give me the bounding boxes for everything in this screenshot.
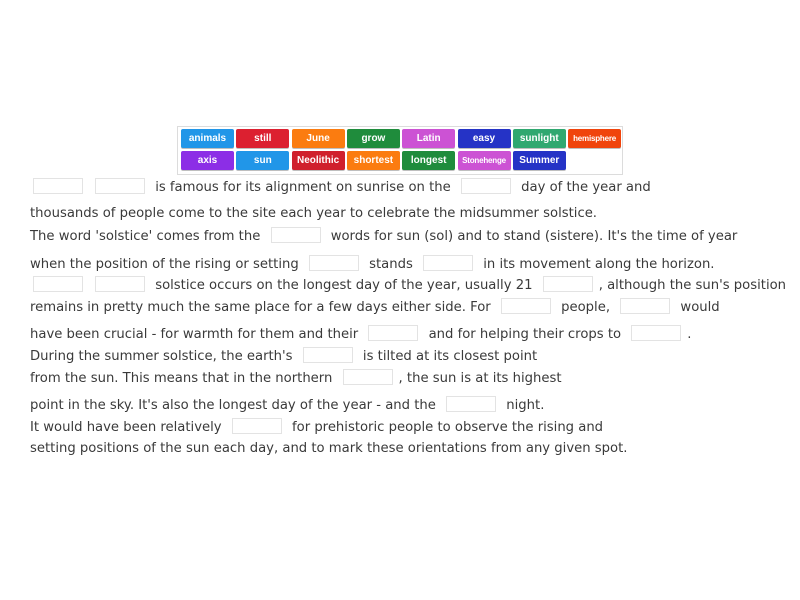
answer-blank-10[interactable]	[501, 298, 551, 314]
passage-text: point in the sky. It's also the longest day of the year - and the	[30, 398, 441, 413]
word-tile-shortest[interactable]: shortest	[347, 151, 400, 170]
passage-line	[30, 299, 720, 315]
word-tile-grow[interactable]: grow	[347, 129, 400, 148]
passage-line	[30, 348, 537, 364]
passage-line	[30, 441, 627, 456]
word-tile-june[interactable]: June	[292, 129, 345, 148]
passage-text: stands	[364, 257, 418, 272]
passage-text: It would have been relatively	[30, 420, 226, 435]
word-tile-sun[interactable]: sun	[236, 151, 289, 170]
word-bank	[177, 126, 623, 175]
passage-text: During the summer solstice, the earth's	[30, 349, 297, 364]
word-tile-stonehenge[interactable]: Stonehenge	[458, 151, 511, 170]
answer-blank-3[interactable]	[33, 178, 83, 194]
word-tile-longest[interactable]: longest	[402, 151, 455, 170]
answer-blank-8[interactable]	[543, 276, 593, 292]
word-tile-animals[interactable]: animals	[181, 129, 234, 148]
passage-text: , although the sun's position	[598, 278, 787, 293]
passage-line	[30, 228, 737, 244]
passage-line	[33, 277, 786, 293]
passage-text: is famous for its alignment on sunrise on the	[151, 180, 455, 195]
passage-text: in its movement along the horizon.	[479, 257, 715, 272]
passage-text: remains in pretty much the same place for a few days either side. For	[30, 300, 495, 315]
passage-text: night.	[502, 398, 545, 413]
passage-line	[30, 370, 562, 386]
word-tile-latin[interactable]: Latin	[402, 129, 455, 148]
answer-blank-16[interactable]	[446, 396, 496, 412]
passage-line	[30, 206, 597, 221]
answer-blank-17[interactable]	[232, 418, 282, 434]
passage-text: The word 'solstice' comes from the	[30, 229, 265, 244]
answer-blank-1[interactable]	[95, 178, 145, 194]
passage-line	[30, 397, 544, 413]
word-tile-still[interactable]: still	[236, 129, 289, 148]
word-tile-easy[interactable]: easy	[458, 129, 511, 148]
word-tile-summer[interactable]: Summer	[513, 151, 566, 170]
passage-text: is tilted at its closest point	[358, 349, 538, 364]
passage-text: from the sun. This means that in the northern	[30, 371, 337, 386]
passage-text: would	[676, 300, 720, 315]
answer-blank-6[interactable]	[423, 255, 473, 271]
answer-blank-11[interactable]	[620, 298, 670, 314]
passage-line	[30, 326, 691, 342]
answer-blank-4[interactable]	[271, 227, 321, 243]
passage-text: , the sun is at its highest	[398, 371, 562, 386]
answer-blank-2[interactable]	[461, 178, 511, 194]
passage-text: setting positions of the sun each day, and to mark these orientations from any given spot.	[30, 441, 628, 456]
answer-blank-15[interactable]	[343, 369, 393, 385]
word-tile-neolithic[interactable]: Neolithic	[292, 151, 345, 170]
answer-blank-14[interactable]	[303, 347, 353, 363]
passage-text: thousands of people come to the site each year to celebrate the midsummer solstice.	[30, 206, 597, 221]
passage-text: words for sun (sol) and to stand (sistere). It's the time of year	[326, 229, 738, 244]
answer-blank-13[interactable]	[631, 325, 681, 341]
answer-blank-7[interactable]	[95, 276, 145, 292]
answer-blank-9[interactable]	[33, 276, 83, 292]
passage-text: solstice occurs on the longest day of the year, usually 21	[151, 278, 537, 293]
passage-text: and for helping their crops to	[424, 327, 626, 342]
passage-line	[30, 256, 715, 272]
passage-text: day of the year and	[516, 180, 651, 195]
word-tile-hemisphere[interactable]: hemisphere	[568, 129, 621, 148]
passage-text: when the position of the rising or setting	[30, 257, 303, 272]
passage-line	[33, 179, 651, 195]
passage-text: .	[687, 327, 692, 342]
passage-text: have been crucial - for warmth for them and their	[30, 327, 363, 342]
word-tile-sunlight[interactable]: sunlight	[513, 129, 566, 148]
word-tile-axis[interactable]: axis	[181, 151, 234, 170]
passage-line	[30, 419, 603, 435]
answer-blank-12[interactable]	[368, 325, 418, 341]
passage-text: people,	[556, 300, 615, 315]
answer-blank-5[interactable]	[309, 255, 359, 271]
passage-text: for prehistoric people to observe the rising and	[287, 420, 604, 435]
